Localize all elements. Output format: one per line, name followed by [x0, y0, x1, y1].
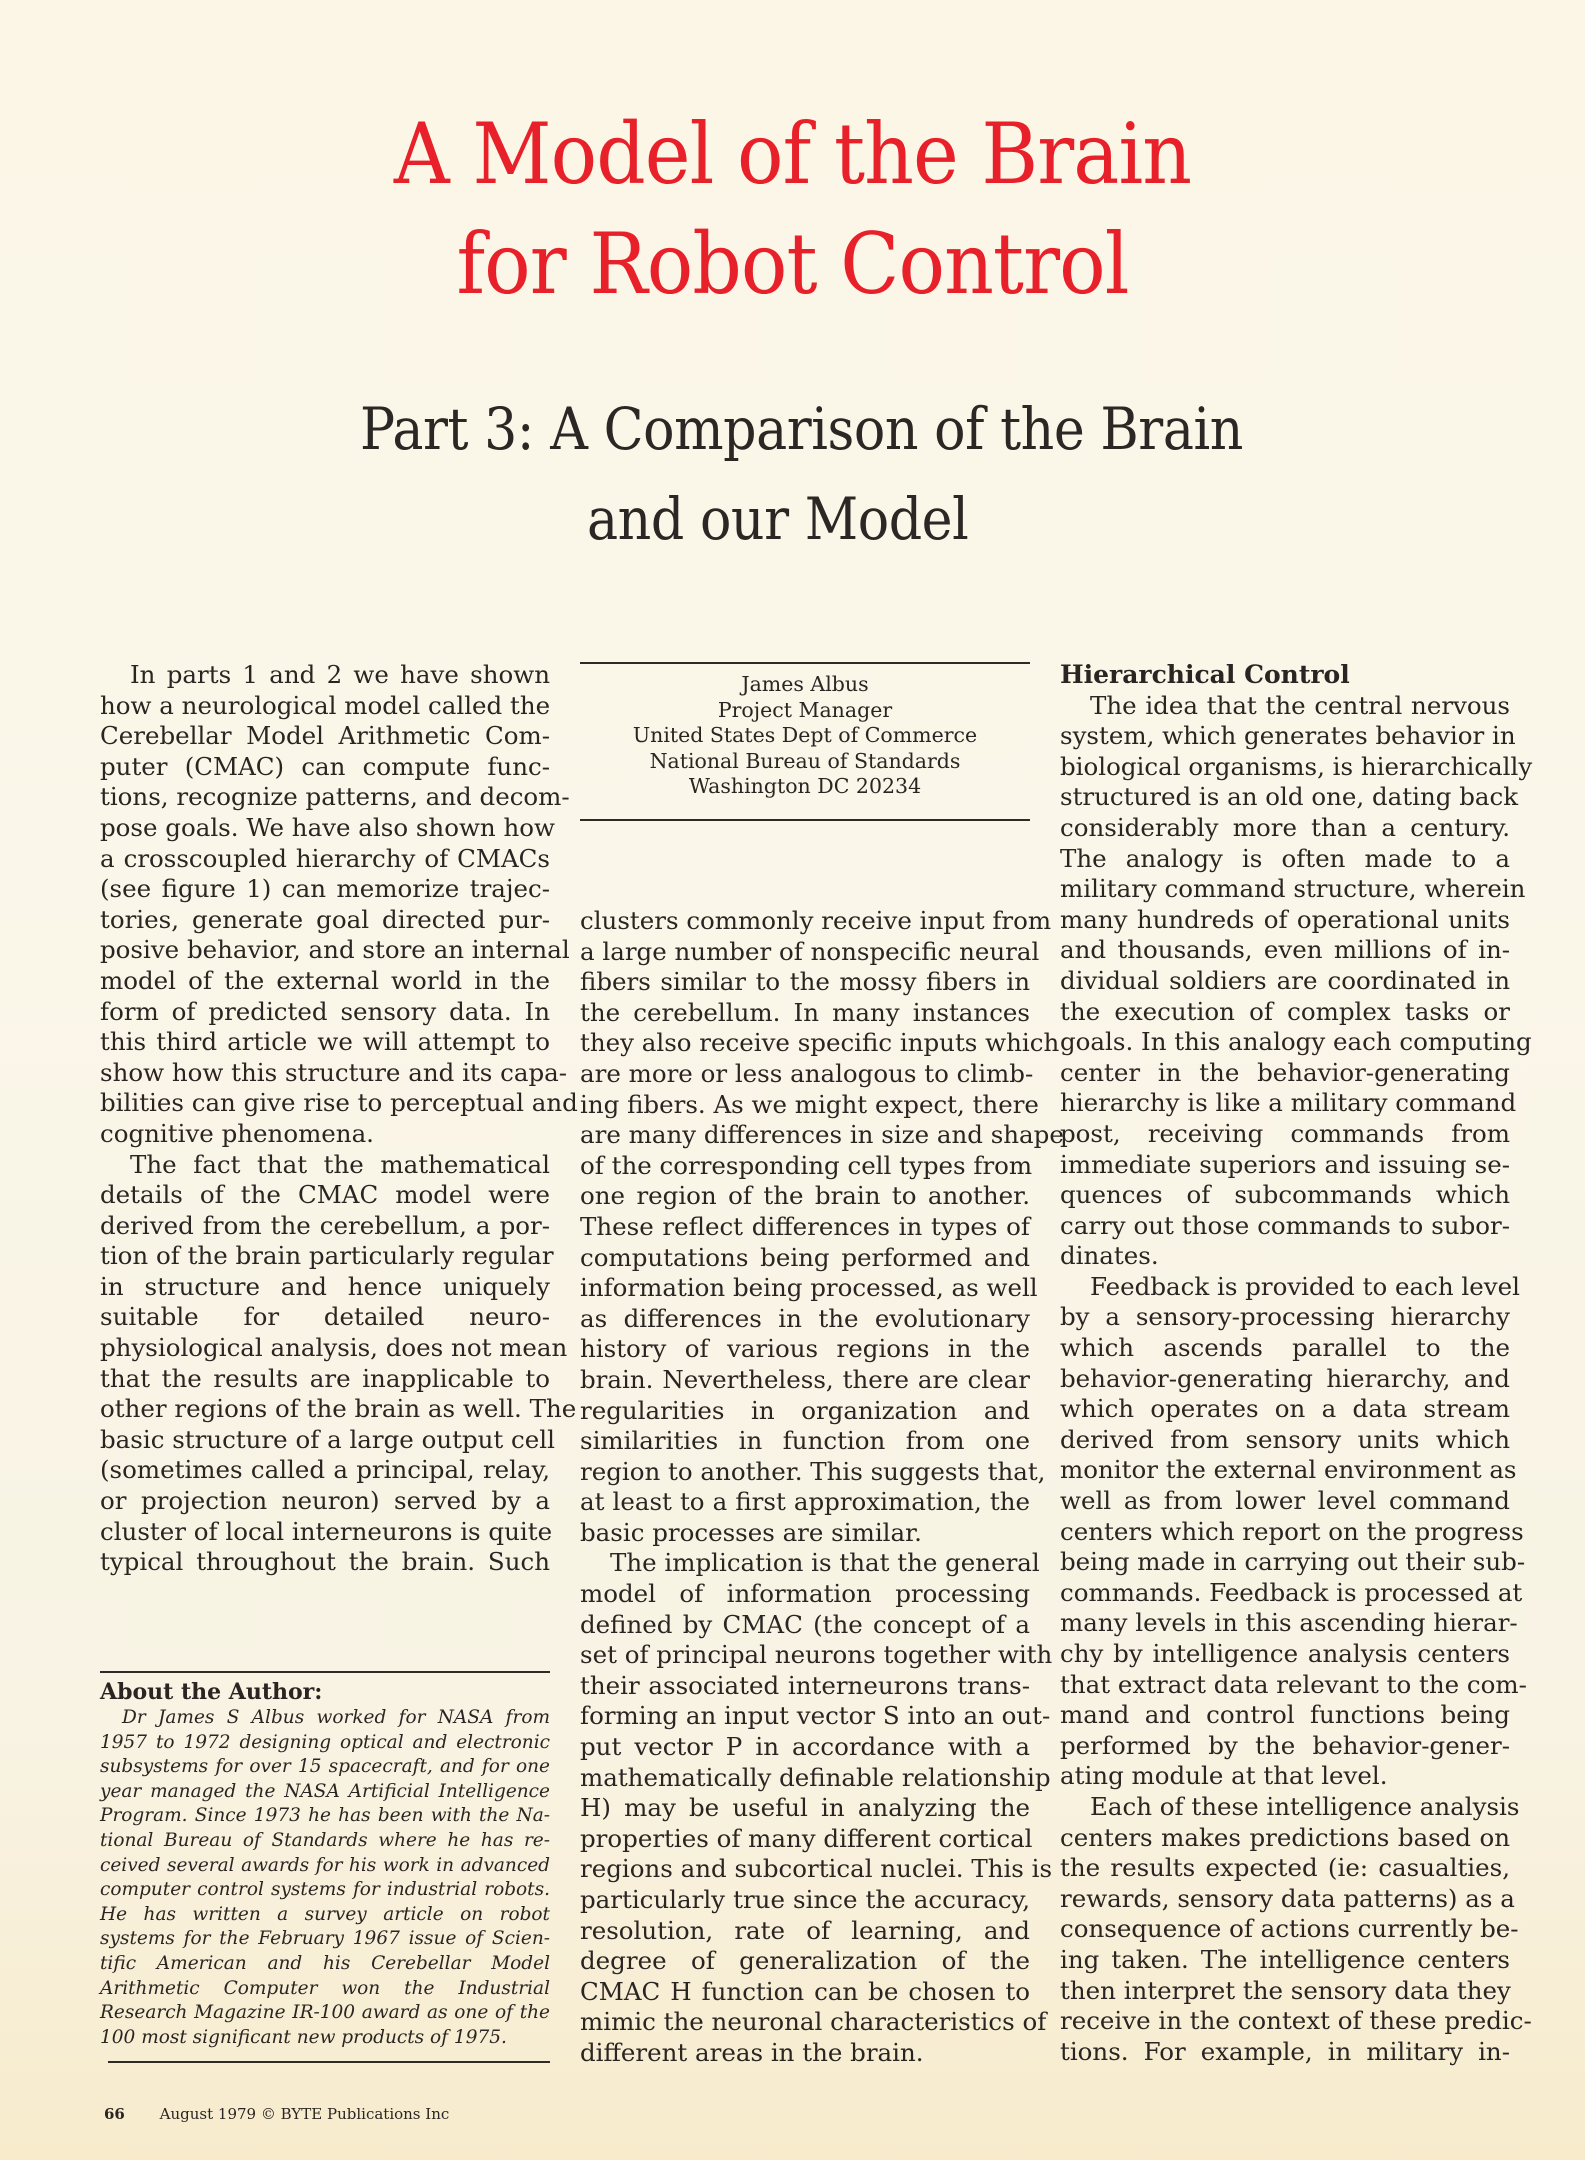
text-line: 100 most significant new products of 1975.: [100, 2026, 507, 2048]
text-line: by a sensory-processing hierarchy: [1060, 1302, 1510, 1332]
text-line: region to another. This suggests that,: [580, 1456, 1046, 1486]
text-line: mathematically definable relationship: [580, 1762, 1051, 1792]
text-line: show how this structure and its capa-: [100, 1057, 568, 1087]
text-line: ating module at that level.: [1060, 1761, 1388, 1791]
text-line: In parts 1 and 2 we have shown: [130, 660, 550, 689]
text-line: which ascends parallel to the: [1060, 1333, 1510, 1363]
text-line: tions. For example, in military in-: [1060, 2036, 1510, 2066]
text-line: performed by the behavior-gener-: [1060, 1730, 1510, 1760]
text-line: bilities can give rise to perceptual and: [100, 1088, 578, 1118]
text-line: or projection neuron) served by a: [100, 1486, 550, 1516]
text-line: different areas in the brain.: [580, 2037, 924, 2067]
publication-credit: August 1979 © BYTE Publications Inc: [159, 2105, 450, 2123]
text-line: basic processes are similar.: [580, 1517, 922, 1547]
text-line: regions and subcortical nuclei. This is: [580, 1854, 1053, 1884]
text-line: mand and control functions being: [1060, 1700, 1510, 1730]
text-line: at least to a first approximation, the: [580, 1487, 1030, 1517]
text-line: derived from the cerebellum, a por-: [100, 1210, 550, 1240]
text-line: a large number of nonspecific neural: [580, 936, 1040, 966]
text-line: (sometimes called a principal, relay,: [100, 1455, 550, 1485]
text-line: derived from sensory units which: [1060, 1424, 1510, 1454]
text-line: as differences in the evolutionary: [580, 1303, 1030, 1333]
text-line: carry out those commands to subor-: [1060, 1210, 1510, 1240]
text-line: chy by intelligence analysis centers: [1060, 1639, 1510, 1668]
text-line: subsystems for over 15 spacecraft, and for one: [100, 1756, 550, 1778]
text-line: puter (CMAC) can compute func-: [100, 751, 550, 781]
text-line: system, which generates behavior in: [1060, 721, 1516, 751]
text-line: Each of these intelligence analysis: [1090, 1791, 1520, 1821]
article-subtitle-line-2: and our Model: [587, 485, 969, 553]
text-line: Feedback is provided to each level: [1090, 1271, 1520, 1301]
text-line: physiological analysis, does not mean: [100, 1333, 568, 1363]
text-line: other regions of the brain as well. The: [100, 1394, 577, 1424]
text-line: center in the behavior-generating: [1060, 1057, 1510, 1087]
about-top-rule: [100, 1671, 550, 1673]
text-line: monitor the external environment as: [1060, 1455, 1517, 1485]
text-line: structured is an old one, dating back: [1060, 782, 1519, 812]
text-line: CMAC H function can be chosen to: [580, 1976, 1030, 2006]
text-line: Program. Since 1973 he has been with the Na-: [100, 1805, 550, 1827]
text-line: The fact that the mathematical: [130, 1149, 550, 1179]
right-column: [1060, 660, 1533, 2067]
text-line: receive in the context of these predic-: [1060, 2006, 1532, 2036]
text-line: Dr James S Albus worked for NASA from: [122, 1707, 550, 1728]
text-line: dinates.: [1060, 1241, 1159, 1271]
text-line: year managed the NASA Artificial Intelligence: [100, 1780, 550, 1802]
text-line: posive behavior, and store an internal: [100, 935, 570, 965]
text-line: typical throughout the brain. Such: [100, 1547, 550, 1577]
about-author-box: [100, 1678, 550, 2050]
text-line: quences of subcommands which: [1060, 1180, 1510, 1210]
text-line: the cerebellum. In many instances: [580, 997, 1030, 1027]
text-line: biological organisms, is hierarchically: [1060, 751, 1533, 781]
author-division: National Bureau of Standards: [649, 748, 961, 773]
text-line: put vector P in accordance with a: [580, 1732, 1030, 1762]
text-line: are many differences in size and shape: [580, 1120, 1064, 1150]
text-line: military command structure, wherein: [1060, 874, 1526, 904]
text-line: The idea that the central nervous: [1090, 690, 1510, 720]
left-column: [100, 660, 578, 1578]
text-line: forming an input vector S into an out-: [580, 1701, 1051, 1731]
text-line: The analogy is often made to a: [1060, 843, 1510, 873]
text-line: computer control systems for industrial robots.: [100, 1879, 550, 1901]
byline-bottom-rule: [580, 819, 1030, 821]
text-line: brain. Nevertheless, there are clear: [580, 1364, 1030, 1394]
text-line: systems for the February 1967 issue of Scien-: [100, 1928, 550, 1950]
text-line: fibers similar to the mossy fibers in: [580, 967, 1030, 997]
text-line: which operates on a data stream: [1060, 1394, 1510, 1424]
text-line: immediate superiors and issuing se-: [1060, 1149, 1510, 1179]
text-line: many levels in this ascending hierar-: [1060, 1608, 1518, 1638]
text-line: 1957 to 1972 designing optical and electronic: [100, 1731, 550, 1753]
text-line: degree of generalization of the: [580, 1946, 1030, 1976]
text-line: that extract data relevant to the com-: [1060, 1669, 1527, 1699]
text-line: Cerebellar Model Arithmetic Com-: [100, 721, 550, 751]
text-line: basic structure of a large output cell: [100, 1424, 555, 1454]
text-line: tific American and his Cerebellar Model: [100, 1952, 550, 1974]
text-line: being made in carrying out their sub-: [1060, 1547, 1526, 1577]
text-line: the results expected (ie: casualties,: [1060, 1853, 1510, 1883]
text-line: this third article we will attempt to: [100, 1027, 550, 1057]
author-role: Project Manager: [717, 697, 893, 722]
text-line: and thousands, even millions of in-: [1060, 935, 1510, 965]
text-line: pose goals. We have also shown how: [100, 812, 555, 842]
text-line: model of information processing: [580, 1579, 1030, 1609]
article-title-line-1: A Model of the Brain: [393, 105, 1192, 203]
about-author-body: [100, 1706, 550, 2050]
text-line: one region of the brain to another.: [580, 1181, 1030, 1211]
text-line: computations being performed and: [580, 1242, 1030, 1272]
text-line: tional Bureau of Standards where he has re-: [100, 1829, 550, 1851]
text-line: of the corresponding cell types from: [580, 1150, 1033, 1180]
text-line: history of various regions in the: [580, 1334, 1030, 1364]
text-line: similarities in function from one: [580, 1426, 1030, 1456]
author-address: Washington DC 20234: [688, 774, 922, 798]
about-bottom-rule: [108, 2061, 550, 2063]
text-line: in structure and hence uniquely: [100, 1271, 550, 1301]
text-line: tion of the brain particularly regular: [100, 1241, 554, 1271]
text-line: (see figure 1) can memorize trajec-: [100, 874, 550, 904]
text-line: details of the CMAC model were: [100, 1180, 550, 1210]
text-line: ing taken. The intelligence centers: [1060, 1944, 1510, 1974]
text-line: hierarchy is like a military command: [1060, 1088, 1517, 1118]
about-author-heading: About the Author:: [100, 1679, 323, 1705]
text-line: properties of many different cortical: [580, 1823, 1033, 1853]
text-line: The implication is that the general: [610, 1548, 1040, 1578]
text-line: consequence of actions currently be-: [1060, 1914, 1519, 1944]
text-line: they also receive specific inputs which: [580, 1028, 1060, 1058]
text-line: tions, recognize patterns, and decom-: [100, 782, 570, 812]
text-line: the execution of complex tasks or: [1060, 996, 1510, 1026]
text-line: well as from lower level command: [1060, 1486, 1510, 1516]
text-line: goals. In this analogy each computing: [1060, 1027, 1532, 1057]
text-line: that the results are inapplicable to: [100, 1363, 550, 1393]
text-line: considerably more than a century.: [1060, 812, 1510, 842]
text-line: regularities in organization and: [580, 1395, 1030, 1425]
text-line: resolution, rate of learning, and: [580, 1915, 1030, 1945]
author-name: James Albus: [741, 672, 869, 696]
text-line: centers which report on the progress: [1060, 1516, 1524, 1546]
text-line: post, receiving commands from: [1060, 1118, 1510, 1148]
text-line: Arithmetic Computer won the Industrial: [100, 1977, 550, 1999]
text-line: cluster of local interneurons is quite: [100, 1516, 553, 1546]
author-organization: United States Dept of Commerce: [632, 723, 978, 747]
text-line: suitable for detailed neuro-: [100, 1302, 550, 1332]
middle-column: [580, 906, 1064, 2069]
text-line: a crosscoupled hierarchy of CMACs: [100, 843, 550, 873]
byline: [580, 672, 1030, 800]
text-line: defined by CMAC (the concept of a: [580, 1609, 1030, 1639]
text-line: clusters commonly receive input from: [580, 906, 1052, 935]
text-line: tories, generate goal directed pur-: [100, 904, 550, 934]
text-line: many hundreds of operational units: [1060, 904, 1510, 934]
text-line: dividual soldiers are coordinated in: [1060, 965, 1510, 995]
text-line: behavior-generating hierarchy, and: [1060, 1363, 1510, 1393]
text-line: ing fibers. As we might expect, there: [580, 1089, 1039, 1119]
text-line: set of principal neurons together with: [580, 1640, 1053, 1670]
text-line: are more or less analogous to climb-: [580, 1058, 1034, 1088]
article-title-line-2: for Robot Control: [456, 215, 1129, 313]
text-line: cognitive phenomena.: [100, 1118, 374, 1148]
text-line: mimic the neuronal characteristics of: [580, 2007, 1047, 2037]
article-subtitle-line-1: Part 3: A Comparison of the Brain: [360, 395, 1243, 463]
text-line: commands. Feedback is processed at: [1060, 1577, 1523, 1607]
text-line: information being processed, as well: [580, 1273, 1038, 1303]
text-line: how a neurological model called the: [100, 690, 551, 720]
text-line: centers makes predictions based on: [1060, 1822, 1510, 1852]
text-line: He has written a survey article on robot: [100, 1903, 550, 1925]
section-heading-hierarchical-control: Hierarchical Control: [1060, 660, 1350, 689]
text-line: These reflect differences in types of: [580, 1211, 1030, 1241]
byline-top-rule: [580, 662, 1030, 664]
text-line: their associated interneurons trans-: [580, 1670, 1030, 1700]
text-line: model of the external world in the: [100, 965, 550, 995]
text-line: Research Magazine IR-100 award as one of the: [100, 2002, 550, 2024]
text-line: particularly true since the accuracy,: [580, 1885, 1030, 1914]
text-line: then interpret the sensory data they: [1060, 1975, 1511, 2005]
text-line: ceived several awards for his work in advanced: [100, 1854, 550, 1876]
text-line: form of predicted sensory data. In: [100, 996, 550, 1026]
text-line: rewards, sensory data patterns) as a: [1060, 1883, 1515, 1913]
page-number: 66: [104, 2105, 125, 2123]
text-line: H) may be useful in analyzing the: [580, 1793, 1030, 1823]
page-footer: [104, 2105, 449, 2123]
